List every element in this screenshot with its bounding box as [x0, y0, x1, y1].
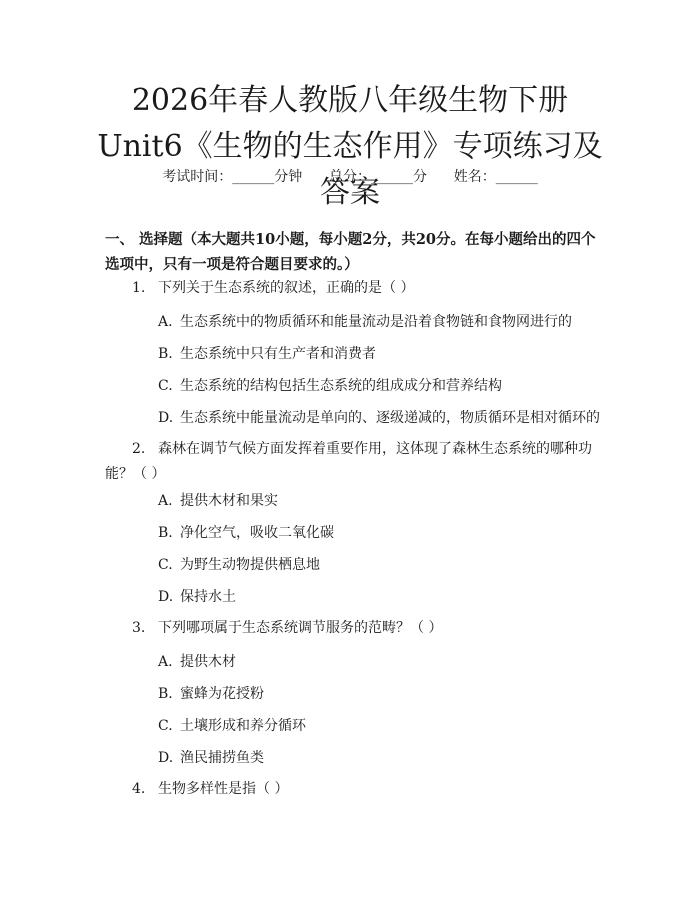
option-text: 生态系统中只有生产者和消费者 — [180, 346, 376, 362]
option-letter: D. — [158, 750, 174, 766]
option-letter: C. — [158, 718, 173, 734]
question-3 — [105, 616, 605, 641]
option-letter: A. — [158, 493, 173, 509]
option-letter: B. — [158, 346, 173, 362]
option-1d — [158, 407, 618, 429]
question-4 — [105, 777, 605, 802]
option-2c — [158, 554, 618, 576]
option-2a — [158, 490, 618, 512]
option-3a — [158, 651, 618, 673]
option-letter: B. — [158, 525, 173, 541]
option-text: 生态系统中能量流动是单向的、逐级递减的，物质循环是相对循环的 — [180, 410, 600, 426]
option-2b — [158, 522, 618, 544]
question-number: 1. — [132, 280, 146, 296]
question-stem: 下列哪项属于生态系统调节服务的范畴？（ ） — [158, 620, 443, 636]
option-letter: A. — [158, 654, 173, 670]
option-text: 蜜蜂为花授粉 — [180, 686, 264, 702]
option-1b — [158, 343, 618, 365]
option-1c — [158, 375, 618, 397]
option-letter: D. — [158, 410, 174, 426]
option-letter: D. — [158, 589, 174, 605]
option-text: 生态系统的结构包括生态系统的组成成分和营养结构 — [180, 378, 502, 394]
document-title: 2026年春人教版八年级生物下册Unit6《生物的生态作用》专项练习及答案 — [97, 83, 603, 210]
exam-info-line: 考试时间：______分钟 总分：______分 姓名：______ — [162, 169, 538, 185]
option-text: 生态系统中的物质循环和能量流动是沿着食物链和食物网进行的 — [180, 314, 572, 330]
option-3c — [158, 715, 618, 737]
question-1 — [105, 276, 605, 301]
option-1a — [158, 311, 618, 333]
option-3d — [158, 747, 618, 769]
option-letter: C. — [158, 378, 173, 394]
question-number: 4. — [132, 781, 146, 797]
question-number: 2. — [132, 441, 146, 457]
option-text: 净化空气，吸收二氧化碳 — [180, 525, 334, 541]
question-stem: 森林在调节气候方面发挥着重要作用，这体现了森林生态系统的哪种功能？（ ） — [105, 441, 592, 482]
option-text: 渔民捕捞鱼类 — [180, 750, 264, 766]
option-text: 保持水土 — [180, 589, 236, 605]
option-letter: A. — [158, 314, 173, 330]
option-3b — [158, 683, 618, 705]
option-2d — [158, 586, 618, 608]
question-number: 3. — [132, 620, 146, 636]
question-stem: 下列关于生态系统的叙述，正确的是（ ） — [158, 280, 415, 296]
option-text: 提供木材 — [180, 654, 236, 670]
question-stem: 生物多样性是指（ ） — [158, 781, 289, 797]
section-header: 一、 选择题（本大题共10小题，每小题2分，共20分。在每小题给出的四个选项中，只有一项是符合题目要求的。） — [105, 231, 596, 273]
option-text: 提供木材和果实 — [180, 493, 278, 509]
option-text: 土壤形成和养分循环 — [180, 718, 306, 734]
option-letter: B. — [158, 686, 173, 702]
option-text: 为野生动物提供栖息地 — [180, 557, 320, 573]
option-letter: C. — [158, 557, 173, 573]
question-2 — [105, 437, 605, 487]
